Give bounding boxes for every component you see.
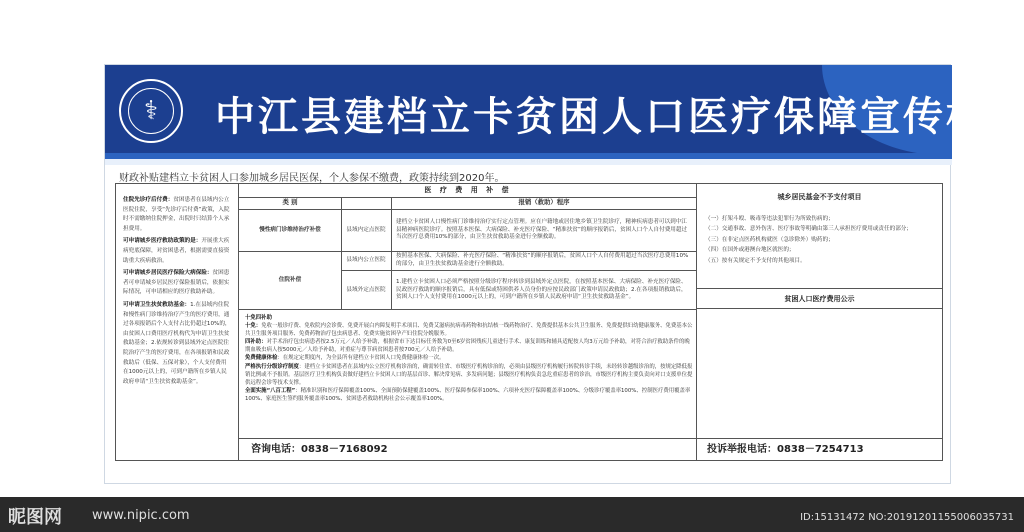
list-item: （三）在非定点医药机构就医（急诊除外）购药的； xyxy=(705,236,834,243)
row-place: 县域内定点医院 xyxy=(346,226,386,233)
left-paragraph: 可申请城乡医疗救助政策的是：开展重大疾病兜底保障，对贫困患者，根据需要直接资助重大疾病救治。 xyxy=(123,238,230,264)
list-item: （五）按有关规定不予支付的其他项目。 xyxy=(705,257,806,264)
policy-subtitle: 财政补贴建档立卡贫困人口参加城乡居民医保，个人参保不缴费，政策持续到2020年。 xyxy=(119,173,505,184)
poster-header xyxy=(105,65,989,155)
exclusions-list xyxy=(705,214,937,266)
header-underline-light xyxy=(105,159,952,165)
row-category: 慢性病门诊维持治疗补偿 xyxy=(259,226,321,233)
column-header-program: 报销（救助）程序 xyxy=(518,198,570,207)
consult-phone: 0838－7168092 xyxy=(301,444,388,455)
right-info-column xyxy=(697,184,942,460)
left-paragraph: 可申请卫生扶贫救助基金：1.在县域内住院和慢性病门诊维持治疗产生的医疗费用，通过各项报销后个人支付占比仍超过10%的，由贫困人口费用医疗机构代为申请卫生扶贫救助基金；2.依规转诊到县域外定点医院住院治疗产生的医疗费用，在各项报销和民政救助后（低保、五保对象），个人支付费用在1000元以上的，可到户籍所在乡镇人民政府申请“卫生扶贫救助基金”。 xyxy=(123,301,231,385)
list-item: （一）打架斗殴、吸毒等违法犯罪行为所致伤病的； xyxy=(705,216,834,222)
consult-hotline xyxy=(239,438,697,460)
list-item: （二）交通事故、意外伤害、医疗事故等明确由第三人承担医疗费用或责任的部分； xyxy=(705,226,912,233)
list-item: （四）在国外或港澳台地区就医的； xyxy=(705,247,795,254)
policy-notes xyxy=(245,314,695,403)
cost-disclosure-title: 贫困人口医疗费用公示 xyxy=(784,295,855,303)
page-title: 中江县建档立卡贫困人口医疗保障宣传栏 xyxy=(215,94,989,140)
watermark-url: www.nipic.com xyxy=(92,508,190,523)
report-hotline xyxy=(697,438,942,460)
section-heading: 医 疗 费 用 补 偿 xyxy=(239,184,697,198)
report-phone: 0838－7254713 xyxy=(777,444,864,455)
watermark-id: ID:15131472 NO:20191201155006035731 xyxy=(800,512,1014,523)
note-line: 十免四补助 xyxy=(245,315,272,321)
row-program: 建档立卡贫困人口慢性病门诊维持治疗实行定点管理。应在户籍地或居住地乡镇卫生院诊疗，精神疾病患者可以到中江县精神病医院诊疗。按照基本医保、大病保险、补充医疗保险、“精准扶贫”的顺序报销后，贫困人口个人自付费用超过当次医疗总费用10%的部分，由卫生扶贫救助基金进行全额救助。 xyxy=(396,219,688,241)
medical-compensation-section xyxy=(239,184,697,460)
divider xyxy=(697,308,942,309)
left-policy-column xyxy=(116,184,239,460)
watermark-logo: 昵图网 xyxy=(8,507,62,528)
note-line: 十免：免收一般诊疗费、免收院内会诊费、免费开展白内障复明手术项目、免费艾滋病抗病毒药物和抗结核一线药物治疗、免费提供基本公共卫生服务、免费提供妇幼健康服务、免费基本公共卫生服务项目服务、免费药物治疗包虫病患者、免费实施贫困孕产妇住院分娩服务。 xyxy=(245,323,693,338)
row-program: 1.建档立卡贫困人口必须严格按照分级诊疗程序转诊到县域外定点医院，在按照基本医保、大病保险、补充医疗保险、民政医疗救助的顺序报销后，具有低保或特困供养人员身份的应按民政部门政策申请民政救助；2.在各项报销救助后，贫困人口个人支付费用在1000元以上的，可到户籍所在乡镇人民政府申请“卫生扶贫救助基金”。 xyxy=(396,279,687,301)
row-category: 住院补偿 xyxy=(278,276,302,283)
poster-board xyxy=(104,64,989,484)
row-place: 县域外定点医院 xyxy=(346,286,386,293)
note-line: 免费健康体检：在规定定期度内，为全县所有建档立卡贫困人口免费健康体检一次。 xyxy=(245,355,445,362)
row-program: 按照基本医保、大病保险、补充医疗保险、“精准扶贫”的顺序报销后，贫困人口个人自付费用超过当次医疗总费用10%的部分，由卫生扶贫救助基金进行全额救助。 xyxy=(396,253,689,267)
note-line: 全面实施“八百工程”：精准识别和医疗保障覆盖100%、全面预防保健覆盖100%、医疗保障参保率100%、六项补充医疗保障覆盖率100%、分级诊疗覆盖率100%、控制医疗费用覆盖率100%、家庭医生签约服务覆盖率100%、贫困患者救助机构社会公示覆盖率100%。 xyxy=(245,387,691,402)
divider xyxy=(697,288,942,289)
left-paragraph: 住院先诊疗后付费：贫困患者在县域内公立医院住院，享受“先诊疗后付费”政策，入院时不需缴纳住院押金，出院时只结算个人承担费用。 xyxy=(123,197,230,232)
info-table xyxy=(115,183,943,461)
table-row-group xyxy=(239,252,697,310)
note-line: 严格执行分级诊疗制度：建档立卡贫困患者在县域内公立医疗机构诊治的，确需转往省、市级医疗机构诊治的，必须由县级医疗机构履行转院转诊手续，未经转诊越级诊治的，按规定降低报销比例或不予报销。基层医疗卫生机构负责做好建档立卡贫困人口的基层首诊、解决常见病、多发病问题；县级医疗机构负责急危重症患者的诊治，市级医疗机构主要负责向对口支援单位提供远程会诊等技术支撑。 xyxy=(245,363,693,386)
row-place: 县域内公立医院 xyxy=(346,257,386,264)
table-header-row xyxy=(239,197,697,210)
left-paragraph: 可申请城乡居民医疗保险大病保险：贫困患者可申请城乡居民医疗保险报销后，依据实际情况，可申请相应的医疗救助补助。 xyxy=(123,270,230,296)
note-line: 四补助：对手术治疗包虫病患者按2.5万元／人给予补助，根据省市下达目标任务数为0至6岁贫困残疾儿童进行手术、康复训练和辅具适配按人均3万元给予补助，对符合治疗救助条件的晚期血吸虫病人按5000元／人给予补助，对重症与尊节病贫困患者按700元／人给予补助。 xyxy=(245,339,690,354)
report-label: 投诉举报电话： xyxy=(707,444,777,455)
column-header-category: 类 别 xyxy=(282,198,298,207)
health-emblem-icon: ⚕ xyxy=(119,79,183,143)
exclusions-title: 城乡居民基金不予支付项目 xyxy=(777,193,862,201)
table-row xyxy=(239,210,697,252)
consult-label: 咨询电话： xyxy=(251,444,301,455)
